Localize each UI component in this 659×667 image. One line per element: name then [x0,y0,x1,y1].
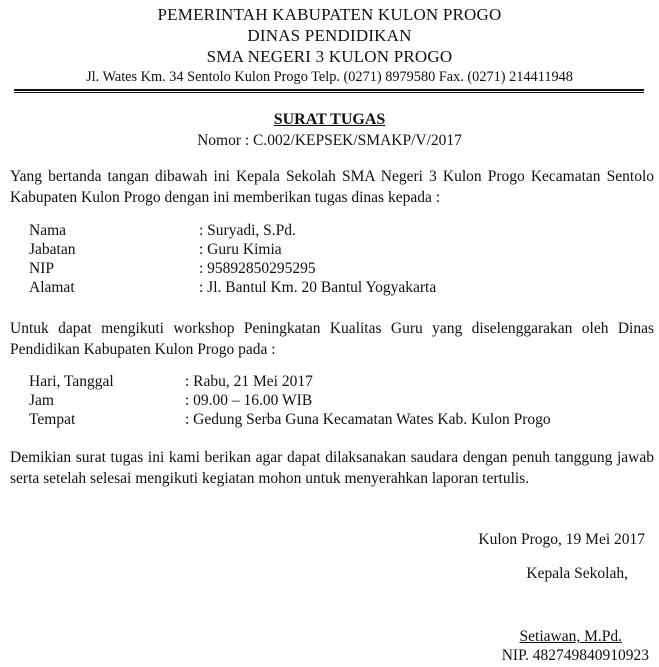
recipient-name-value: : Suryadi, S.Pd. [199,222,296,239]
event-date-label: Hari, Tanggal [29,373,114,390]
opening-paragraph: Yang bertanda tangan dibawah ini Kepala Sekolah SMA Negeri 3 Kulon Progo Kecamatan Sentolo Kabupaten Kulon Progo dengan ini memberikan tugas dinas kepada : [10,168,654,206]
signature-place-date: Kulon Progo, 19 Mei 2017 [478,531,645,548]
event-time-value: : 09.00 – 16.00 WIB [185,392,313,409]
letterhead-government: PEMERINTAH KABUPATEN KULON PROGO [157,5,502,24]
letterhead-address: Jl. Wates Km. 34 Sentolo Kulon Progo Telp. (0271) 8979580 Fax. (0271) 214411948 [86,69,573,85]
signature-role: Kepala Sekolah, [526,565,628,582]
signature-name: Setiawan, M.Pd. [519,628,622,645]
recipient-name-label: Nama [29,222,67,239]
letter-number: Nomor : C.002/KEPSEK/SMAKP/V/2017 [197,132,462,149]
recipient-address-label: Alamat [29,279,75,296]
closing-paragraph: Demikian surat tugas ini kami berikan agar dapat dilaksanakan saudara dengan penuh tanggung jawab serta setelah selesai mengikuti kegiatan mohon untuk menyerahkan laporan tertulis. [10,449,654,487]
event-venue-value: : Gedung Serba Guna Kecamatan Wates Kab. Kulon Progo [185,411,551,428]
letterhead-department: DINAS PENDIDIKAN [247,26,412,45]
letterhead-divider-thin [14,92,644,93]
recipient-position-value: : Guru Kimia [199,241,282,258]
letterhead-school: SMA NEGERI 3 KULON PROGO [206,47,453,66]
recipient-nip-value: : 95892850295295 [199,260,316,277]
assignment-paragraph: Untuk dapat mengikuti workshop Peningkatan Kualitas Guru yang diselenggarakan oleh Dinas Pendidikan Kabupaten Kulon Progo pada : [10,320,654,358]
recipient-nip-label: NIP [29,260,54,277]
letter-title: SURAT TUGAS [273,111,386,128]
recipient-address-value: : Jl. Bantul Km. 20 Bantul Yogyakarta [199,279,437,296]
signature-nip: NIP. 482749840910923 [501,647,649,664]
letterhead-divider-thick [14,89,644,91]
recipient-position-label: Jabatan [29,241,76,258]
event-venue-label: Tempat [29,411,76,428]
event-time-label: Jam [29,392,54,409]
event-date-value: : Rabu, 21 Mei 2017 [185,373,313,390]
